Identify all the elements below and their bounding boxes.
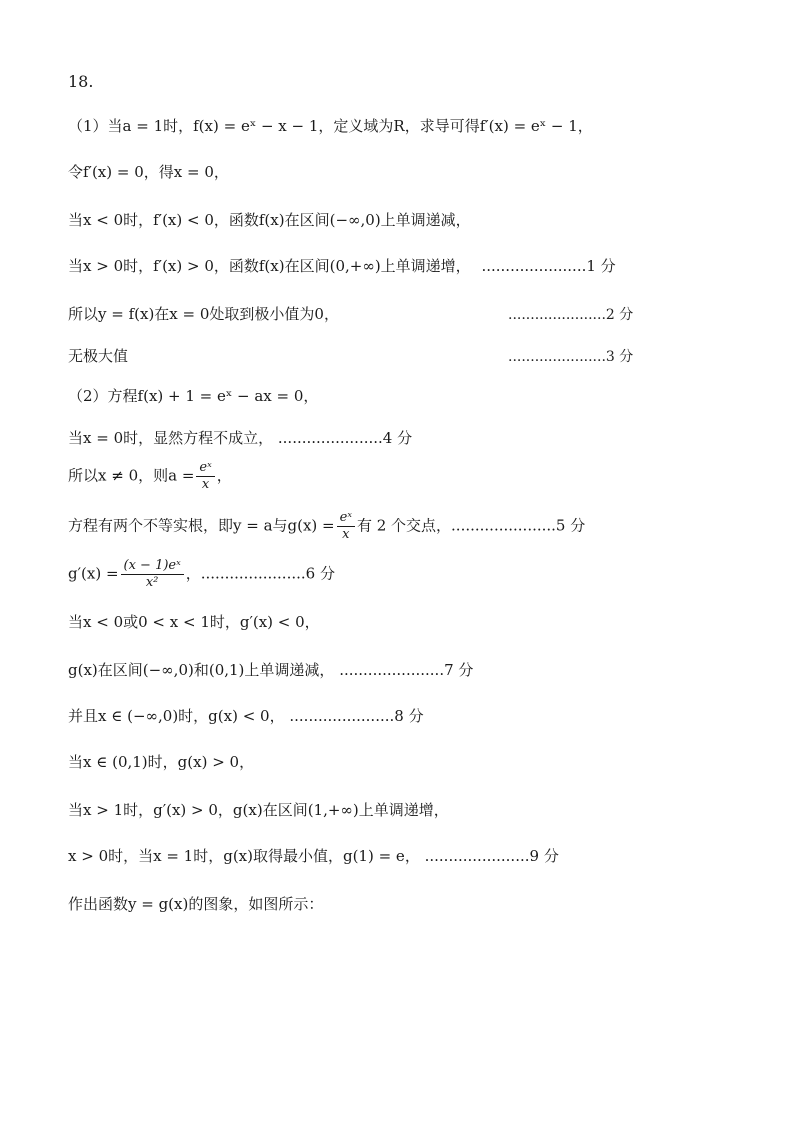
solution-line bbox=[68, 162, 229, 182]
line-text: 作出函数y = g(x)的图象，如图所示： bbox=[68, 895, 324, 913]
line-text: 当x ∈ (0,1)时，g(x) > 0， bbox=[68, 753, 255, 771]
solution-line bbox=[68, 210, 471, 230]
solution-line bbox=[68, 846, 559, 866]
line-text: 当x > 0时，f′(x) > 0，函数f(x)在区间(0,+∞)上单调递增， bbox=[68, 257, 471, 275]
solution-line bbox=[68, 800, 449, 820]
fraction bbox=[196, 460, 214, 493]
line-text: ， bbox=[216, 466, 232, 485]
solution-line bbox=[68, 660, 473, 680]
fraction bbox=[121, 558, 184, 591]
score-mark: ......................3 分 bbox=[508, 349, 634, 365]
question-number: 18. bbox=[68, 72, 94, 91]
solution-line bbox=[68, 304, 339, 324]
score-mark: ......................2 分 bbox=[508, 307, 634, 323]
solution-line bbox=[68, 706, 424, 726]
fraction-numerator: eˣ bbox=[337, 510, 355, 527]
line-text: 所以y = f(x)在x = 0处取到极小值为0， bbox=[68, 305, 339, 323]
line-text: 所以x ≠ 0，则a = bbox=[68, 466, 195, 485]
line-text: g′(x) = bbox=[68, 564, 119, 583]
fraction-denominator: x bbox=[201, 477, 210, 492]
fraction bbox=[337, 510, 355, 543]
line-text: 当x > 1时，g′(x) > 0，g(x)在区间(1,+∞)上单调递增， bbox=[68, 801, 449, 819]
fraction-numerator: eˣ bbox=[196, 460, 214, 477]
score-mark: ......................9 分 bbox=[424, 847, 559, 865]
fraction-numerator: (x − 1)eˣ bbox=[121, 558, 184, 575]
fraction-denominator: x bbox=[342, 527, 350, 542]
solution-line bbox=[68, 386, 318, 406]
line-text: 当x < 0或0 < x < 1时，g′(x) < 0， bbox=[68, 613, 320, 631]
solution-line bbox=[68, 256, 616, 276]
line-text: 并且x ∈ (−∞,0)时，g(x) < 0， bbox=[68, 707, 285, 725]
score-mark: ......................6 分 bbox=[200, 564, 335, 583]
line-text: ， bbox=[185, 564, 201, 583]
score-mark: ......................5 分 bbox=[451, 516, 586, 535]
score-mark: ......................7 分 bbox=[339, 661, 474, 679]
score-mark: ......................1 分 bbox=[481, 257, 616, 275]
line-text: 当x < 0时，f′(x) < 0，函数f(x)在区间(−∞,0)上单调递减， bbox=[68, 211, 471, 229]
score-mark: ......................4 分 bbox=[277, 429, 413, 447]
solution-line bbox=[68, 346, 128, 366]
solution-line bbox=[68, 558, 335, 591]
line-text: 有 2 个交点， bbox=[356, 516, 452, 535]
line-text: 当x = 0时，显然方程不成立， bbox=[68, 429, 274, 447]
line-text: （1）当a = 1时，f(x) = eˣ − x − 1，定义域为R，求导可得f′(x) = eˣ − 1， bbox=[68, 117, 593, 135]
line-text: 方程有两个不等实根，即y = a与g(x) = bbox=[68, 516, 335, 535]
line-text: （2）方程f(x) + 1 = eˣ − ax = 0， bbox=[68, 387, 319, 405]
solution-line bbox=[68, 428, 412, 448]
line-text: g(x)在区间(−∞,0)和(0,1)上单调递减， bbox=[68, 661, 335, 679]
solution-line bbox=[68, 510, 585, 543]
solution-line bbox=[68, 612, 320, 632]
fraction-denominator: x² bbox=[145, 575, 159, 590]
solution-line bbox=[68, 894, 323, 914]
score-mark: ......................8 分 bbox=[289, 707, 424, 725]
line-text: 无极大值 bbox=[68, 347, 129, 365]
solution-line bbox=[68, 752, 254, 772]
line-text: x > 0时，当x = 1时，g(x)取得最小值，g(1) = e， bbox=[68, 847, 420, 865]
solution-line bbox=[68, 116, 593, 136]
solution-line bbox=[68, 460, 232, 493]
line-text: 令f′(x) = 0，得x = 0， bbox=[68, 163, 229, 181]
